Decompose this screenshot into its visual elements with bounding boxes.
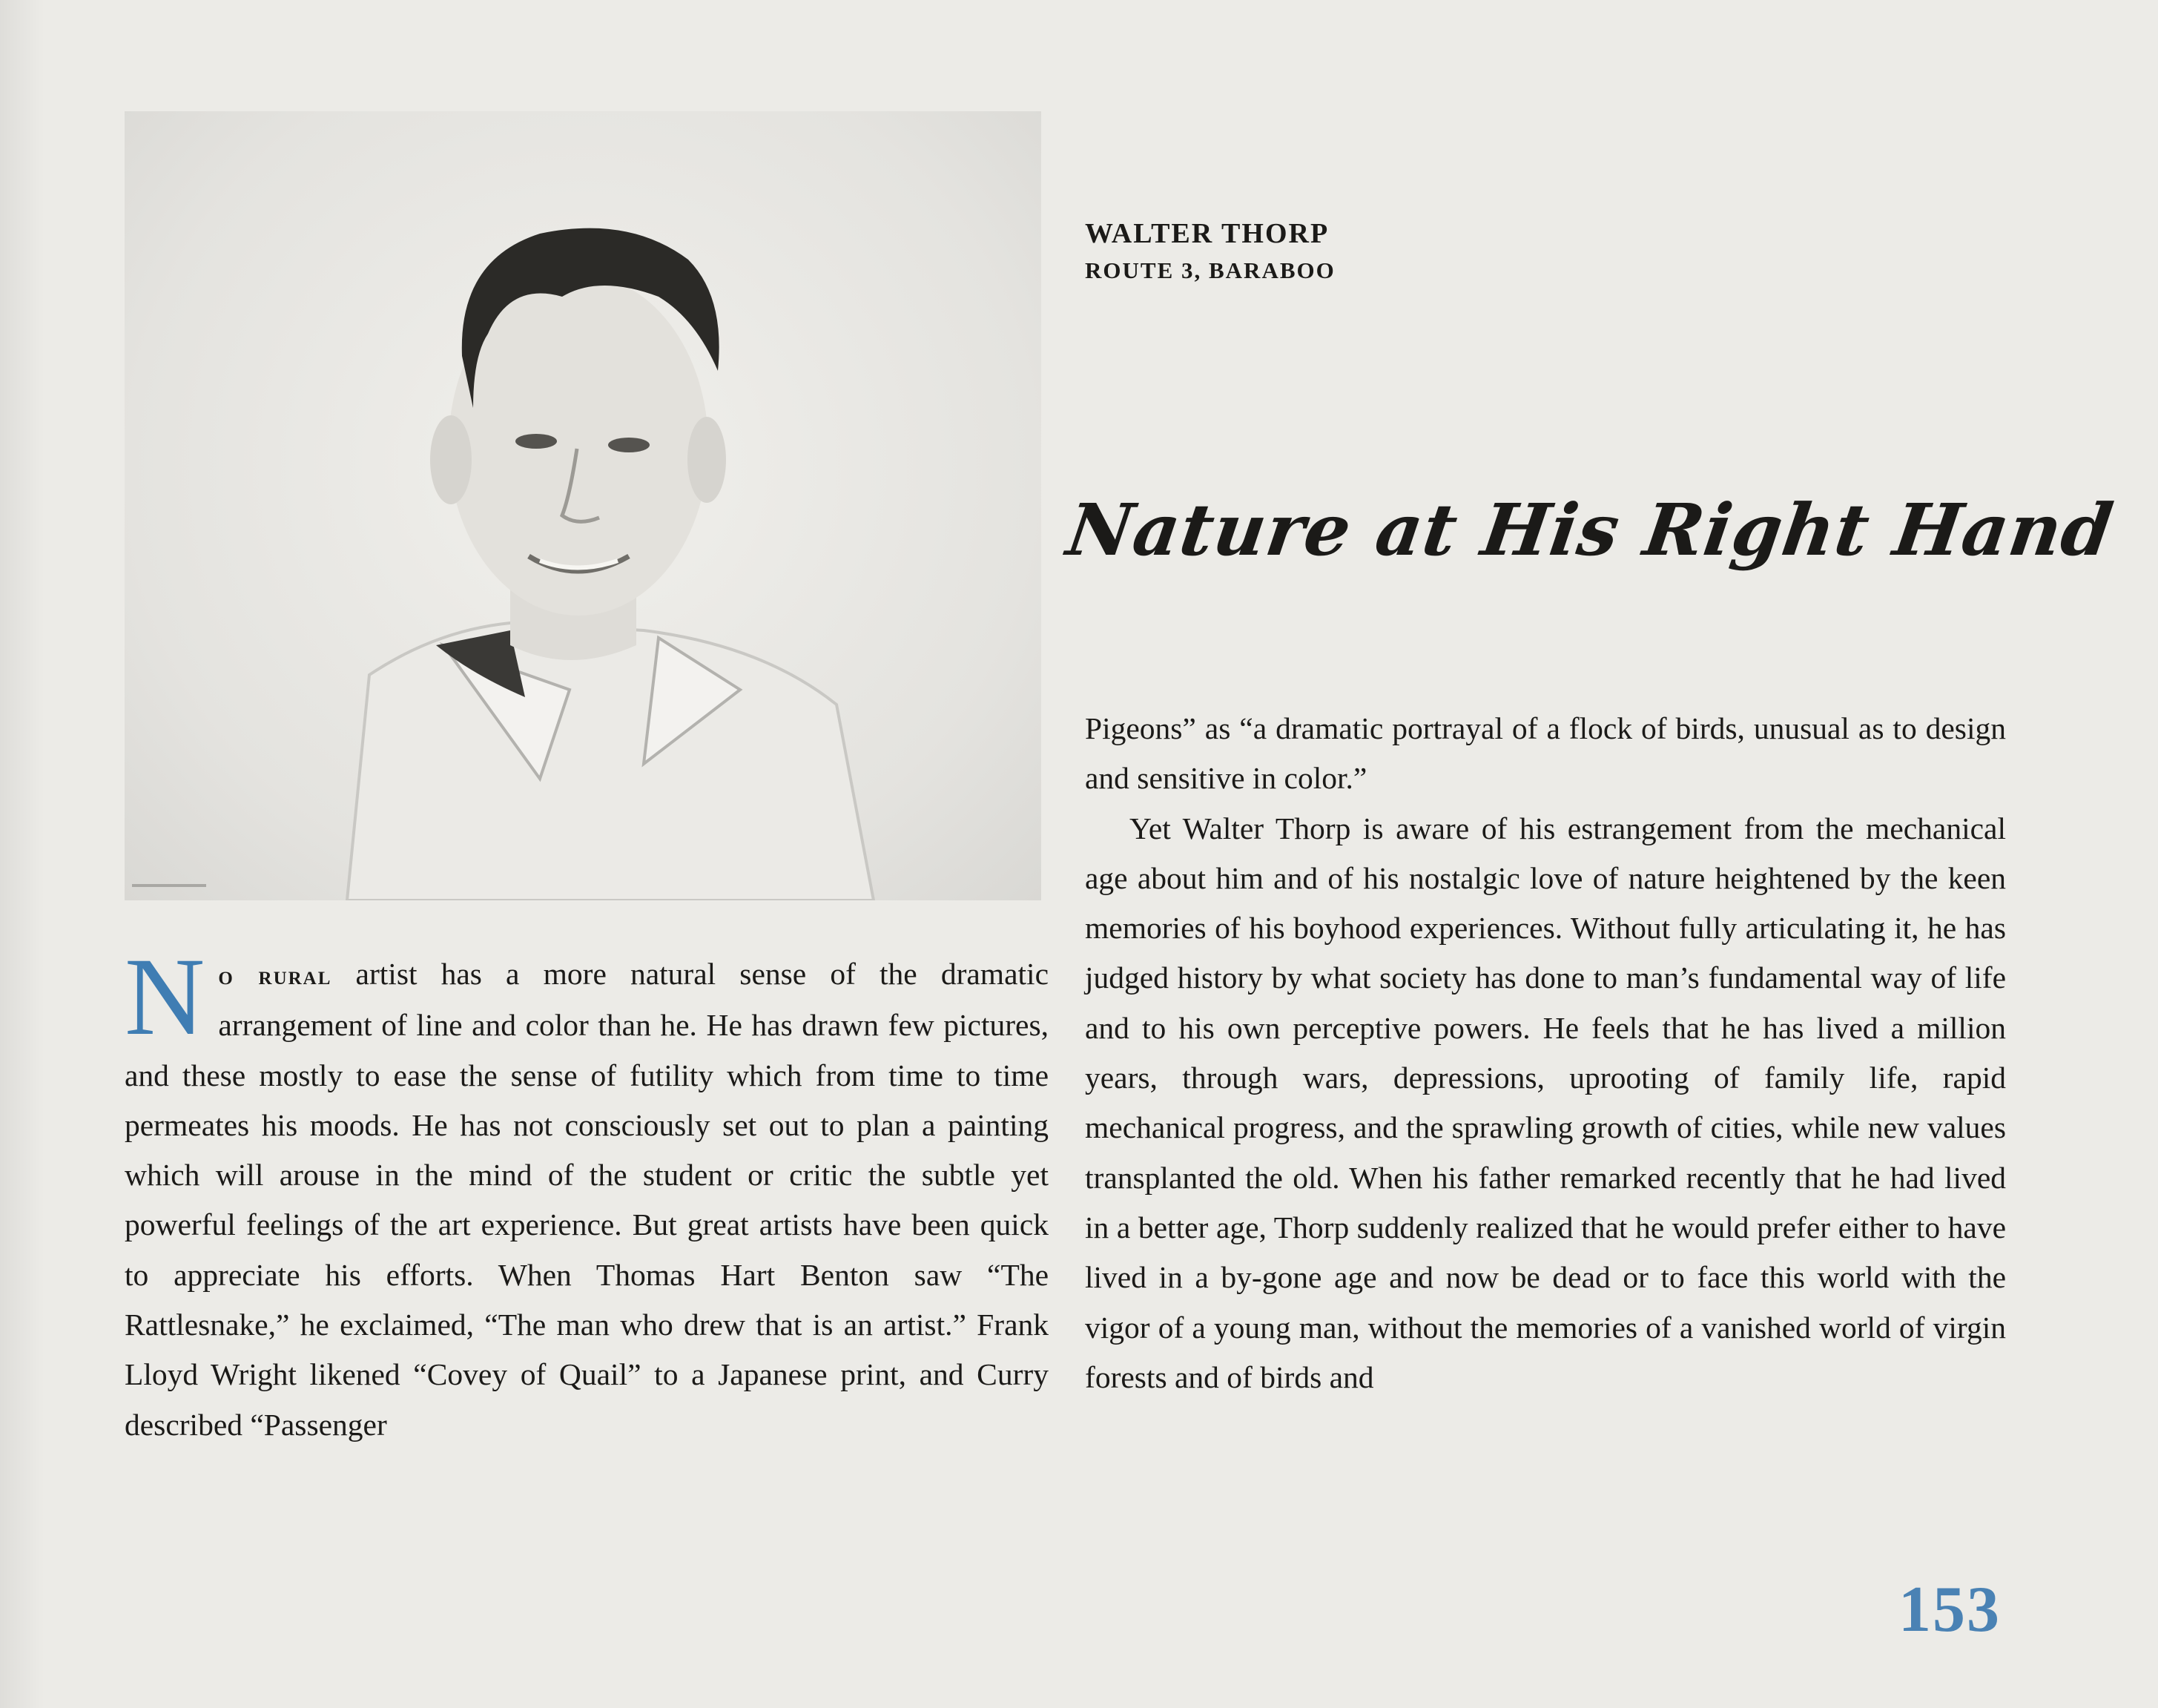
artist-address: ROUTE 3, BARABOO — [1085, 257, 1336, 283]
left-column — [125, 935, 1049, 1450]
artist-name: WALTER THORP — [1085, 218, 1330, 249]
article-title: Nature at His Right Hand — [1062, 488, 2119, 572]
right-column — [1085, 704, 2006, 1402]
left-body-text: artist has a more natural sense of the dramatic arrangement of line and color than he. He has drawn few pictures, and these mostly to ease the sense of futility which from time to time permeates his moods. He has not consciously set out to plan a painting which will arouse in the mind of the student or critic the subtle yet powerful feelings of the art experience. But great artists have been quick to appreciate his efforts. When Thomas Hart Benton saw “The Rattlesnake,” he exclaimed, “The man who drew that is an artist.” Frank Lloyd Wright likened “Covey of Quail” to a Japanese print, and Curry described “Passenger — [125, 957, 1049, 1442]
byline — [1085, 215, 1336, 289]
right-paragraph-1: Pigeons” as “a dramatic portrayal of a flock of birds, unusual as to design and sensitive in color.” — [1085, 711, 2006, 796]
drop-cap: N — [125, 935, 205, 1058]
page-number: 153 — [1898, 1574, 2001, 1646]
page-gutter-shadow — [0, 0, 44, 1708]
portrait-photo — [125, 111, 1041, 900]
right-paragraph-2: Yet Walter Thorp is aware of his estrangement from the mechanical age about him and of his nostalgic love of nature heightened by the keen memories of his boyhood experiences. Without fully articulating it, he has judged history by what society has done to man’s fundamental way of life and to his own perceptive powers. He feels that he has lived a million years, through wars, depressions, uprooting of family life, rapid mechanical progress, and the sprawling growth of cities, while new values transplanted the old. When his father remarked recently that he had lived in a better age, Thorp suddenly realized that he would prefer either to have lived in a by-gone age and now be dead or to face this world with the vigor of a young man, without the memories of a vanished world of virgin forests and of birds and — [1085, 811, 2006, 1394]
portrait-illustration — [125, 111, 1041, 900]
left-paragraph — [125, 935, 1049, 1450]
lead-smallcaps: o rural — [218, 960, 332, 990]
